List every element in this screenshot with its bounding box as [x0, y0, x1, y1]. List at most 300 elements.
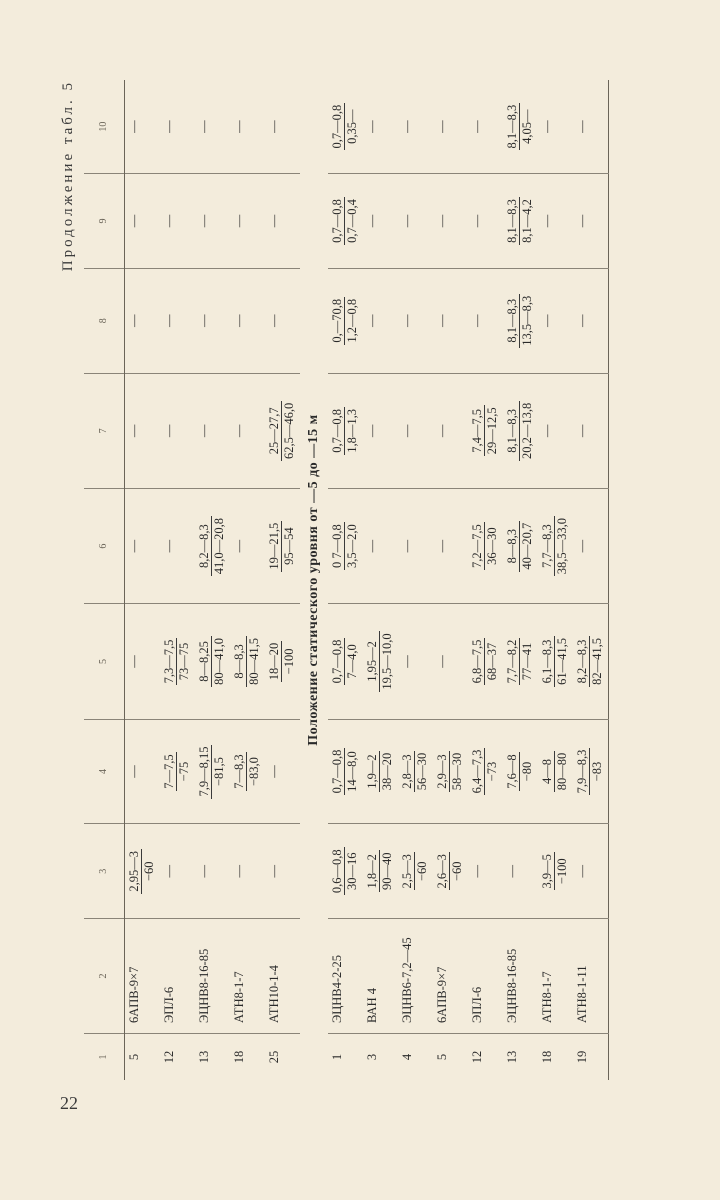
cell-value: — — [126, 539, 141, 553]
column-header: 1 — [84, 1034, 124, 1081]
cell-value: — — [574, 865, 589, 878]
row-number: 25 — [266, 1050, 281, 1064]
pump-name: 6АПВ-9×7 — [124, 919, 160, 1034]
table-caption: Продолжение табл. 5 — [60, 80, 76, 272]
table-row — [573, 80, 609, 1080]
fraction-value — [505, 521, 535, 572]
table-cell — [195, 488, 230, 603]
table-cell — [195, 80, 230, 174]
cell-value: — — [126, 424, 141, 438]
fraction-value — [162, 752, 192, 790]
pump-name: ЭЦНВ8-16-85 — [503, 919, 538, 1034]
numerator: 7,6—8 — [504, 754, 519, 789]
table-cell — [160, 80, 195, 174]
cell-value: — — [399, 120, 414, 133]
column-header: 3 — [84, 824, 124, 919]
table-cell — [160, 604, 195, 719]
fraction-value — [575, 636, 605, 687]
fraction-value — [365, 631, 395, 691]
table-cell — [328, 824, 363, 919]
table-cell — [468, 268, 503, 373]
cell-value: — — [504, 865, 519, 878]
cell-value: — — [469, 214, 484, 228]
numerator: 0,7—0,8 — [329, 639, 344, 684]
table-cell — [468, 604, 503, 719]
cell-value: — — [434, 655, 449, 668]
numerator: 7,9—8,3 — [574, 749, 589, 794]
table-cell — [265, 80, 300, 174]
numerator: 0,7—0,8 — [329, 408, 344, 453]
table-cell — [230, 488, 265, 603]
numerator: 7,4—7,5 — [470, 405, 485, 456]
fraction-value — [330, 638, 360, 686]
table-cell — [468, 373, 503, 488]
denominator: 3,5—2,0 — [344, 524, 359, 568]
table-cell — [328, 719, 363, 824]
denominator: 82—41,5 — [589, 638, 604, 685]
fraction-value — [330, 847, 360, 895]
fraction-value — [505, 752, 535, 790]
fraction-value — [267, 641, 297, 683]
denominator: −60 — [141, 861, 156, 882]
denominator: 8,1—4,2 — [519, 199, 534, 243]
row-number: 12 — [161, 1050, 176, 1064]
cell-value: — — [126, 314, 141, 327]
cell-value: — — [266, 765, 281, 778]
cell-value: — — [364, 214, 379, 228]
table-row — [230, 80, 265, 1080]
fraction-value — [330, 297, 360, 345]
table-cell — [433, 824, 468, 919]
page-number: 22 — [60, 1093, 78, 1113]
fraction-value — [540, 636, 570, 687]
cell-value: — — [231, 214, 246, 228]
table-cell — [265, 488, 300, 603]
table-cell — [230, 719, 265, 824]
numerator: 7,3—7,5 — [161, 639, 176, 684]
numerator: 1,8—2 — [365, 851, 380, 893]
table-cell — [538, 174, 573, 269]
table-cell — [230, 80, 265, 174]
numerator: 6,1—8,3 — [540, 636, 555, 687]
fraction-value — [197, 516, 227, 576]
table-cell — [538, 824, 573, 919]
cell-value: — — [126, 214, 141, 228]
denominator: −100 — [281, 648, 296, 675]
fraction-value — [267, 401, 297, 461]
pump-name: ЭЦНВ8-16-85 — [195, 919, 230, 1034]
table-cell — [328, 373, 363, 488]
fraction-value — [505, 401, 535, 461]
denominator: 62,5—46,0 — [281, 402, 296, 459]
table-cell — [398, 604, 433, 719]
table-cell — [468, 174, 503, 269]
table-cell — [538, 604, 573, 719]
table-body — [124, 80, 608, 1080]
row-number: 5 — [126, 1053, 141, 1061]
cell-value: — — [266, 214, 281, 228]
denominator: 19,5—10,0 — [379, 633, 394, 690]
cell-value: — — [196, 120, 211, 133]
pump-name: АТН8-1-7 — [230, 919, 265, 1034]
fraction-value — [505, 638, 535, 686]
table-row — [363, 80, 398, 1080]
numerator: 8,1—8,3 — [504, 104, 519, 149]
table-cell — [265, 268, 300, 373]
numerator: 7,9—8,15 — [196, 746, 211, 797]
denominator: 38—20 — [379, 752, 394, 791]
cell-value: — — [231, 539, 246, 553]
denominator: −81,5 — [211, 757, 226, 787]
numerator: 7—7,5 — [161, 754, 176, 789]
numerator: 7,7—8,3 — [540, 516, 555, 576]
fraction-value — [365, 851, 395, 893]
cell-value: — — [364, 539, 379, 553]
table-cell — [398, 373, 433, 488]
table-cell — [398, 174, 433, 269]
denominator: 68—37 — [484, 642, 499, 681]
cell-value: — — [126, 655, 141, 668]
data-table — [84, 80, 609, 1080]
table-cell — [160, 824, 195, 919]
fraction-value — [162, 638, 192, 686]
column-header: 9 — [84, 174, 124, 269]
table-cell — [265, 824, 300, 919]
table-cell — [503, 174, 538, 269]
row-number: 13 — [196, 1050, 211, 1064]
cell-value: — — [434, 539, 449, 553]
table-cell — [433, 604, 468, 719]
cell-value: — — [539, 424, 554, 438]
numerator: 2,95—3 — [126, 850, 141, 892]
fraction-value — [330, 407, 360, 455]
table-cell — [398, 488, 433, 603]
table-cell — [363, 719, 398, 824]
table-cell — [124, 719, 160, 824]
cell-value: — — [161, 314, 176, 327]
fraction-value — [400, 751, 430, 793]
table-row — [468, 80, 503, 1080]
table-cell — [468, 488, 503, 603]
table-cell — [503, 373, 538, 488]
table-cell — [160, 373, 195, 488]
fraction-value — [505, 294, 535, 348]
denominator: 38,5—33,0 — [554, 518, 569, 575]
table-cell — [433, 373, 468, 488]
table-cell — [573, 604, 609, 719]
denominator: 20,2—13,8 — [519, 402, 534, 459]
table-cell — [433, 174, 468, 269]
fraction-value — [470, 522, 500, 570]
cell-value: — — [399, 314, 414, 327]
table-cell — [433, 268, 468, 373]
numerator: 8,1—8,3 — [505, 401, 520, 461]
table-cell — [124, 824, 160, 919]
table-cell — [433, 80, 468, 174]
table-cell — [538, 268, 573, 373]
cell-value: — — [574, 120, 589, 133]
denominator: 13,5—8,3 — [519, 295, 534, 346]
numerator: 1,95—2 — [365, 631, 380, 691]
table-row — [538, 80, 573, 1080]
cell-value: — — [399, 539, 414, 553]
row-number: 5 — [434, 1053, 449, 1061]
numerator: 8,2—8,3 — [575, 636, 590, 687]
fraction-value — [505, 103, 535, 151]
table-cell — [503, 80, 538, 174]
cell-value: — — [574, 314, 589, 327]
cell-value: — — [231, 314, 246, 327]
pump-name: ЭПЛ-6 — [468, 919, 503, 1034]
numerator: 8,2—8,3 — [197, 516, 212, 576]
fraction-value — [540, 751, 570, 793]
fraction-value — [435, 852, 465, 890]
cell-value: — — [399, 214, 414, 228]
denominator: 29—12,5 — [484, 407, 499, 455]
denominator: −83,0 — [246, 757, 261, 787]
denominator: 80—80 — [554, 752, 569, 791]
cell-value: — — [469, 314, 484, 327]
cell-value: — — [574, 214, 589, 228]
table-cell — [398, 719, 433, 824]
pump-name: АТН8-1-11 — [573, 919, 609, 1034]
table-cell — [468, 824, 503, 919]
table-row — [433, 80, 468, 1080]
table-cell — [160, 268, 195, 373]
numerator: 8,1—8,3 — [505, 294, 520, 348]
table-cell — [573, 268, 609, 373]
cell-value: — — [434, 120, 449, 133]
row-number: 19 — [574, 1050, 589, 1064]
column-header: 2 — [84, 919, 124, 1034]
table-cell — [363, 824, 398, 919]
fraction-value — [330, 522, 360, 570]
table-cell — [328, 80, 363, 174]
pump-name: ЭПЛ-6 — [160, 919, 195, 1034]
numerator: 2,6—3 — [434, 854, 449, 889]
section-title: Положение статического уровня от —5 до —15 м — [305, 414, 321, 746]
header-row — [84, 80, 124, 1080]
row-number: 12 — [469, 1050, 484, 1064]
table-row — [195, 80, 230, 1080]
table-cell — [230, 373, 265, 488]
denominator: 56—30 — [414, 752, 429, 791]
row-number: 1 — [329, 1053, 344, 1061]
numerator: 6,4—7,3 — [469, 749, 484, 794]
fraction-value — [470, 405, 500, 456]
numerator: 7—8,3 — [231, 754, 246, 789]
cell-value: — — [434, 424, 449, 438]
table-cell — [195, 268, 230, 373]
table-cell — [160, 174, 195, 269]
fraction-value — [197, 636, 227, 687]
cell-value: — — [196, 314, 211, 327]
fraction-value — [575, 748, 605, 796]
table-cell — [328, 604, 363, 719]
fraction-value — [330, 103, 360, 151]
denominator: 7—4,0 — [344, 644, 359, 679]
numerator: 25—27,7 — [267, 401, 282, 461]
fraction-value — [435, 751, 465, 793]
numerator: 7,7—8,2 — [504, 639, 519, 684]
cell-value: — — [231, 120, 246, 133]
table-row — [265, 80, 300, 1080]
denominator: −73 — [484, 761, 499, 782]
denominator: −100 — [554, 858, 569, 885]
denominator: 4,05— — [519, 109, 534, 144]
column-header: 5 — [84, 604, 124, 719]
table-cell — [538, 488, 573, 603]
cell-value: — — [399, 424, 414, 438]
fraction-value — [267, 521, 297, 572]
table-row — [160, 80, 195, 1080]
denominator: −60 — [414, 861, 429, 882]
table-cell — [230, 174, 265, 269]
table-cell — [195, 373, 230, 488]
fraction-value — [365, 751, 395, 793]
cell-value: — — [364, 424, 379, 438]
pump-name: ВАН 4 — [363, 919, 398, 1034]
numerator: 8,1—8,3 — [504, 199, 519, 243]
denominator: 0,7—0,4 — [344, 199, 359, 243]
fraction-value — [470, 638, 500, 686]
table-cell — [124, 174, 160, 269]
numerator: 8—8,25 — [197, 636, 212, 687]
table-cell — [230, 824, 265, 919]
table-cell — [363, 80, 398, 174]
rotated-table-area — [60, 80, 700, 1080]
cell-value: — — [126, 120, 141, 133]
numerator: 0,—70,8 — [329, 298, 344, 343]
denominator: 90—40 — [379, 852, 394, 890]
row-number: 18 — [231, 1050, 246, 1064]
cell-value: — — [434, 314, 449, 327]
table-row — [328, 80, 363, 1080]
pump-name: ЭЦНВ6-7,2—45 — [398, 919, 433, 1034]
cell-value: — — [266, 120, 281, 133]
column-header: 8 — [84, 268, 124, 373]
cell-value: — — [434, 214, 449, 228]
cell-value: — — [574, 539, 589, 553]
table-cell — [573, 80, 609, 174]
denominator: 77—41 — [519, 642, 534, 681]
numerator: 8—8,3 — [232, 636, 247, 687]
cell-value: — — [161, 120, 176, 133]
section-row — [300, 80, 328, 1080]
cell-value: — — [364, 120, 379, 133]
numerator: 6,8—7,5 — [469, 639, 484, 684]
table-cell — [363, 268, 398, 373]
column-header: 4 — [84, 719, 124, 824]
numerator: 0,6—0,8 — [329, 849, 344, 894]
table-cell — [124, 373, 160, 488]
denominator: 36—30 — [484, 527, 499, 565]
table-cell — [538, 373, 573, 488]
denominator: −75 — [176, 761, 191, 782]
table-cell — [573, 719, 609, 824]
numerator: 19—21,5 — [266, 522, 281, 570]
cell-value: — — [231, 865, 246, 878]
denominator: 14—8,0 — [344, 751, 359, 792]
table-row — [503, 80, 538, 1080]
denominator: 61—41,5 — [554, 638, 569, 685]
table-cell — [503, 719, 538, 824]
cell-value: — — [364, 314, 379, 327]
fraction-value — [330, 197, 360, 245]
table-cell — [195, 604, 230, 719]
table-cell — [265, 719, 300, 824]
numerator: 0,7—0,8 — [329, 749, 344, 794]
denominator: 0,35— — [344, 109, 359, 144]
numerator: 0,7—0,8 — [329, 104, 344, 149]
fraction-value — [540, 852, 570, 890]
table-cell — [433, 488, 468, 603]
cell-value: — — [231, 424, 246, 438]
table-cell — [468, 719, 503, 824]
table-cell — [538, 80, 573, 174]
fraction-value — [232, 752, 262, 790]
cell-value: — — [539, 314, 554, 327]
table-cell — [398, 268, 433, 373]
table-cell — [363, 488, 398, 603]
numerator: 3,9—5 — [539, 854, 554, 889]
table-cell — [160, 488, 195, 603]
denominator: 40—20,7 — [519, 522, 534, 570]
cell-value: — — [539, 214, 554, 228]
numerator: 0,7—0,8 — [329, 199, 344, 243]
cell-value: — — [196, 865, 211, 878]
table-cell — [573, 824, 609, 919]
cell-value: — — [266, 314, 281, 327]
pump-name: АТН8-1-7 — [538, 919, 573, 1034]
denominator: 41,0—20,8 — [211, 518, 226, 575]
numerator: 4—8 — [540, 751, 555, 793]
fraction-value — [505, 197, 535, 245]
denominator: 80—41,0 — [211, 638, 226, 685]
table-cell — [328, 488, 363, 603]
cell-value: — — [161, 865, 176, 878]
denominator: 58—30 — [449, 752, 464, 791]
table-cell — [265, 373, 300, 488]
row-number: 13 — [504, 1050, 519, 1064]
numerator: 2,8—3 — [400, 751, 415, 793]
table-cell — [503, 488, 538, 603]
column-header: 10 — [84, 80, 124, 174]
cell-value: — — [399, 655, 414, 668]
cell-value: — — [469, 120, 484, 133]
table-cell — [230, 604, 265, 719]
table-cell — [503, 268, 538, 373]
table-cell — [195, 174, 230, 269]
table-cell — [124, 488, 160, 603]
cell-value: — — [469, 865, 484, 878]
cell-value: — — [161, 424, 176, 438]
cell-value: — — [574, 424, 589, 438]
cell-value: — — [161, 539, 176, 553]
table-cell — [363, 174, 398, 269]
table-cell — [363, 604, 398, 719]
fraction-value — [127, 849, 157, 894]
table-cell — [230, 268, 265, 373]
numerator: 0 7—0,8 — [329, 524, 344, 568]
table-cell — [573, 373, 609, 488]
fraction-value — [470, 748, 500, 796]
denominator: 1,8—1,3 — [344, 408, 359, 453]
table-cell — [328, 174, 363, 269]
cell-value: — — [539, 120, 554, 133]
cell-value: — — [196, 214, 211, 228]
table-cell — [468, 80, 503, 174]
